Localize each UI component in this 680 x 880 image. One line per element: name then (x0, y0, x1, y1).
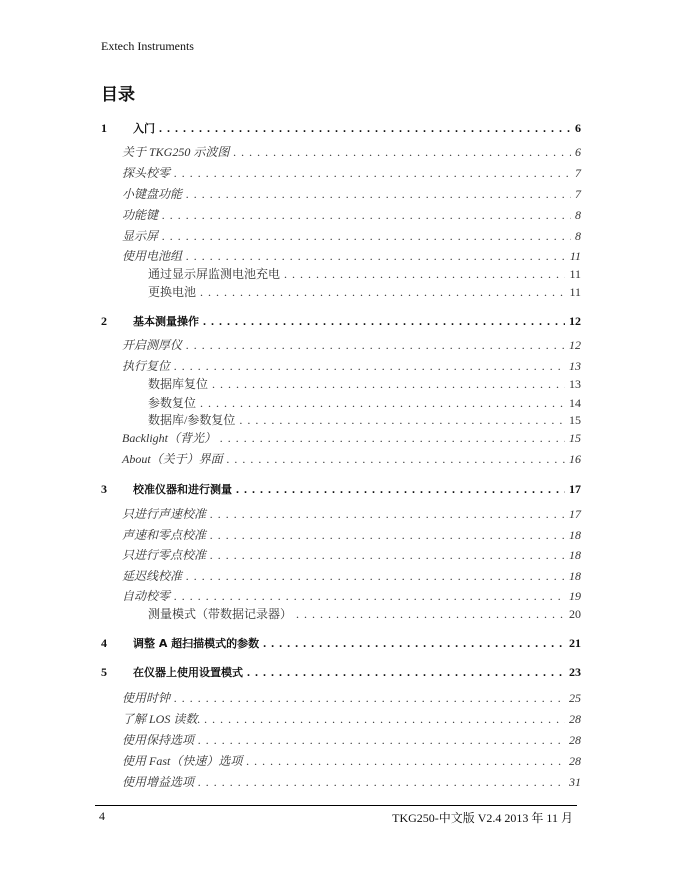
toc-dot-leader (174, 691, 565, 706)
toc-entry-title: 测量模式（带数据记录器） (148, 607, 293, 621)
toc-entry-title: 关于 TKG250 示波图 (122, 145, 230, 159)
toc-subsection-entry[interactable] (148, 375, 581, 392)
footer-page-number: 4 (99, 809, 105, 823)
toc-title: 目录 (101, 85, 135, 105)
toc-section-entry[interactable] (122, 357, 581, 374)
toc-page-number: 7 (575, 166, 581, 180)
toc-subsection-entry[interactable] (148, 411, 581, 428)
toc-entry-title: 只进行零点校准 (122, 548, 207, 562)
toc-dot-leader (284, 267, 565, 282)
toc-dot-leader (247, 665, 565, 680)
toc-dot-leader (186, 187, 571, 202)
toc-section-entry[interactable] (122, 450, 581, 467)
toc-section-entry[interactable] (122, 752, 581, 769)
toc-dot-leader (162, 208, 571, 223)
toc-dot-leader (239, 413, 565, 428)
toc-dot-leader (236, 482, 565, 497)
toc-entry-title: 自动校零 (122, 589, 171, 603)
toc-page-number: 14 (569, 396, 581, 410)
toc-section-entry[interactable] (122, 567, 581, 584)
toc-entry-title: 通过显示屏监测电池充电 (148, 267, 281, 281)
toc-chapter-number: 3 (101, 482, 107, 496)
toc-entry-title: 数据库/参数复位 (148, 413, 236, 427)
toc-dot-leader (212, 377, 565, 392)
toc-page-number: 18 (569, 528, 581, 542)
toc-page-number: 16 (569, 452, 581, 466)
toc-dot-leader (200, 396, 565, 411)
toc-chapter-entry[interactable] (101, 664, 581, 680)
toc-dot-leader (203, 314, 565, 329)
toc-dot-leader (198, 733, 565, 748)
toc-entry-title: 校准仪器和进行测量 (133, 483, 232, 496)
toc-section-entry[interactable] (122, 206, 581, 223)
toc-chapter-entry[interactable] (101, 120, 581, 136)
toc-subsection-entry[interactable] (148, 283, 581, 300)
toc-entry-title: 只进行声速校准 (122, 507, 207, 521)
toc-page-number: 17 (569, 507, 581, 521)
toc-chapter-number: 4 (101, 636, 107, 650)
toc-dot-leader (200, 285, 565, 300)
toc-page-number: 25 (569, 691, 581, 705)
toc-entry-title: 更换电池 (148, 285, 197, 299)
toc-section-entry[interactable] (122, 587, 581, 604)
toc-page-number: 28 (569, 754, 581, 768)
toc-page-number: 7 (575, 187, 581, 201)
toc-page-number: 18 (569, 569, 581, 583)
toc-dot-leader (246, 754, 565, 769)
toc-page-number: 12 (569, 314, 581, 328)
toc-section-entry[interactable] (122, 185, 581, 202)
toc-dot-leader (162, 229, 571, 244)
toc-entry-title: 使用 Fast（快速）选项 (122, 754, 243, 768)
toc-entry-title: About（关于）界面 (122, 452, 223, 466)
toc-entry-title: 开启测厚仪 (122, 338, 183, 352)
toc-entry-title: 功能键 (122, 208, 159, 222)
toc-subsection-entry[interactable] (148, 265, 581, 282)
toc-page-number: 11 (569, 285, 581, 299)
toc-entry-title: Backlight（背光） (122, 431, 216, 445)
toc-dot-leader (198, 775, 565, 790)
toc-page-number: 12 (569, 338, 581, 352)
toc-dot-leader (174, 359, 565, 374)
toc-section-entry[interactable] (122, 689, 581, 706)
toc-section-entry[interactable] (122, 143, 581, 160)
toc-page-number: 6 (575, 145, 581, 159)
toc-entry-title: 调整 A 超扫描模式的参数 (133, 637, 260, 650)
toc-section-entry[interactable] (122, 429, 581, 446)
toc-section-entry[interactable] (122, 247, 581, 264)
toc-page-number: 23 (569, 665, 581, 679)
toc-entry-title: 显示屏 (122, 229, 159, 243)
toc-section-entry[interactable] (122, 164, 581, 181)
toc-dot-leader (186, 569, 565, 584)
toc-dot-leader (227, 452, 565, 467)
toc-dot-leader (296, 607, 565, 622)
toc-dot-leader (174, 166, 571, 181)
toc-chapter-number: 1 (101, 121, 107, 135)
toc-entry-title: 小键盘功能 (122, 187, 183, 201)
toc-dot-leader (186, 338, 565, 353)
toc-page-number: 8 (575, 208, 581, 222)
toc-page-number: 13 (569, 377, 581, 391)
toc-page-number: 15 (569, 413, 581, 427)
toc-section-entry[interactable] (122, 546, 581, 563)
toc-section-entry[interactable] (122, 227, 581, 244)
toc-entry-title: 了解 LOS 读数. (122, 712, 201, 726)
toc-entry-title: 参数复位 (148, 396, 197, 410)
toc-page-number: 21 (569, 636, 581, 650)
toc-dot-leader (159, 121, 571, 136)
toc-chapter-entry[interactable] (101, 313, 581, 329)
toc-chapter-number: 5 (101, 665, 107, 679)
toc-section-entry[interactable] (122, 336, 581, 353)
toc-chapter-entry[interactable] (101, 635, 581, 651)
toc-entry-title: 使用电池组 (122, 249, 183, 263)
toc-entry-title: 探头校零 (122, 166, 171, 180)
toc-dot-leader (174, 589, 565, 604)
footer-doc-info: TKG250-中文版 V2.4 2013 年 11 月 (392, 811, 573, 825)
toc-chapter-number: 2 (101, 314, 107, 328)
toc-subsection-entry[interactable] (148, 394, 581, 411)
toc-page-number: 31 (569, 775, 581, 789)
toc-dot-leader (210, 507, 565, 522)
toc-entry-title: 入门 (133, 122, 155, 135)
toc-page-number: 19 (569, 589, 581, 603)
toc-dot-leader (210, 528, 565, 543)
toc-subsection-entry[interactable] (148, 605, 581, 622)
toc-entry-title: 使用保持选项 (122, 733, 195, 747)
toc-page-number: 20 (569, 607, 581, 621)
footer-divider (95, 805, 577, 806)
toc-section-entry[interactable] (122, 731, 581, 748)
toc-entry-title: 声速和零点校准 (122, 528, 207, 542)
toc-section-entry[interactable] (122, 505, 581, 522)
toc-dot-leader (186, 249, 566, 264)
toc-page-number: 17 (569, 482, 581, 496)
toc-dot-leader (220, 431, 565, 446)
toc-page-number: 13 (569, 359, 581, 373)
toc-page-number: 11 (569, 267, 581, 281)
toc-dot-leader (263, 636, 565, 651)
toc-page-number: 11 (569, 249, 581, 263)
page-header: Extech Instruments (101, 39, 194, 53)
toc-chapter-entry[interactable] (101, 481, 581, 497)
toc-section-entry[interactable] (122, 710, 581, 727)
toc-dot-leader (204, 712, 565, 727)
toc-dot-leader (210, 548, 565, 563)
toc-entry-title: 执行复位 (122, 359, 171, 373)
toc-page-number: 6 (575, 121, 581, 135)
toc-entry-title: 使用增益选项 (122, 775, 195, 789)
toc-entry-title: 延迟线校准 (122, 569, 183, 583)
toc-page-number: 15 (569, 431, 581, 445)
toc-page-number: 18 (569, 548, 581, 562)
toc-page-number: 8 (575, 229, 581, 243)
toc-page-number: 28 (569, 733, 581, 747)
toc-page-number: 28 (569, 712, 581, 726)
toc-section-entry[interactable] (122, 773, 581, 790)
toc-entry-title: 在仪器上使用设置模式 (133, 666, 243, 679)
toc-entry-title: 使用时钟 (122, 691, 171, 705)
toc-dot-leader (233, 145, 571, 160)
toc-section-entry[interactable] (122, 526, 581, 543)
toc-entry-title: 基本测量操作 (133, 315, 199, 328)
toc-entry-title: 数据库复位 (148, 377, 209, 391)
